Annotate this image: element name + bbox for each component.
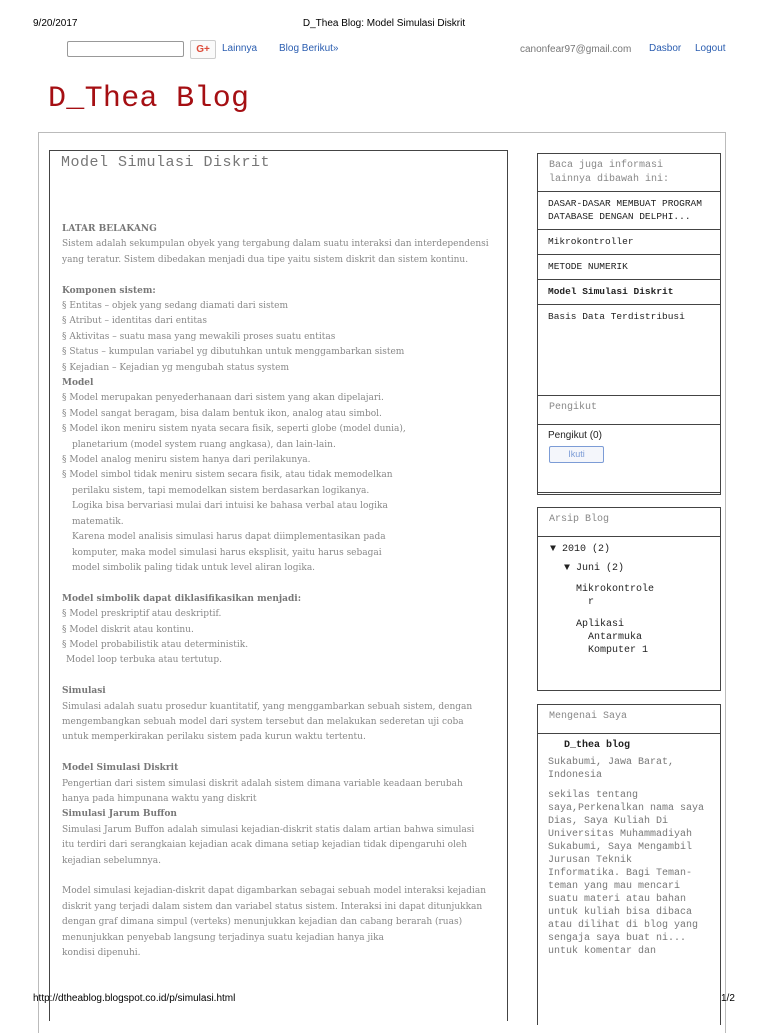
related-link[interactable]: METODE NUMERIK [538, 254, 720, 279]
about-me-widget [537, 704, 721, 1025]
followers-count: Pengikut (0) [548, 430, 602, 441]
components-heading: Komponen sistem: [62, 285, 156, 296]
classification-item: § Model diskrit atau kontinu. [62, 624, 194, 635]
logout-link[interactable]: Logout [695, 43, 726, 54]
event-line: menunjukkan penyebab langsung terjadinya suatu kejadian hanya jika [62, 932, 385, 943]
model-line: perilaku sistem, tapi memodelkan sistem berdasarkan logikanya. [72, 485, 370, 496]
buffon-heading: Simulasi Jarum Buffon [62, 809, 177, 820]
model-line: komputer, maka model simulasi harus eksplisit, yaitu harus sebagai [72, 547, 382, 558]
component-item: § Entitas – objek yang sedang diamati dari sistem [62, 301, 289, 312]
background-text: yang teratur. Sistem dibedakan menjadi dua tipe yaitu sistem diskrit dan sistem kontinu. [62, 254, 469, 265]
print-date: 9/20/2017 [33, 18, 78, 29]
model-heading: Model [62, 378, 94, 389]
related-link[interactable]: Basis Data Terdistribusi [538, 304, 720, 329]
simulation-line: untuk memperkirakan perilaku sistem pada kurun waktu tertentu. [62, 732, 366, 743]
discrete-heading: Model Simulasi Diskrit [62, 763, 179, 774]
simulation-line: Simulasi adalah suatu prosedur kuantitatif, yang menggambarkan sebuah sistem, dengan [62, 701, 473, 712]
print-page-title: D_Thea Blog: Model Simulasi Diskrit [302, 18, 466, 29]
dashboard-link[interactable]: Dasbor [649, 43, 682, 54]
simulation-line: mengembangkan sebuah model dari system tersebut dan melakukan sederetan uji coba [62, 716, 464, 727]
event-line: Model simulasi kejadian-diskrit dapat digambarkan sebagai sebuah model interaksi kejadian [62, 886, 487, 897]
model-line: matematik. [72, 516, 124, 527]
profile-bio: sekilas tentang saya,Perkenalkan nama saya Dias, Saya Kuliah Di Universitas Muhammadiyah Sukabumi, Saya Mengambil Jurusan Teknik Informatika. Bagi Teman-teman yang mau mencari suatu materi atau bahan untuk kuliah bisa dibaca atau dilihat di blog yang sengaja saya buat ni... untuk komentar dan [548, 790, 705, 957]
discrete-line: Pengertian dari sistem simulasi diskrit adalah sistem dimana variable keadaan berubah [62, 778, 463, 789]
archive-year-toggle[interactable]: ▼ 2010 (2) [550, 544, 611, 555]
page-number: 1/2 [721, 993, 735, 1004]
model-line: planetarium (model system ruang angkasa), dan lain-lain. [72, 439, 336, 450]
background-text: Sistem adalah sekumpulan obyek yang tergabung dalam suatu interaksi dan interdependensi [62, 239, 489, 250]
simulation-heading: Simulasi [62, 686, 106, 697]
related-widget-title: Baca juga informasi lainnya dibawah ini: [549, 160, 670, 185]
model-line: model simbolik paling tidak untuk level aliran logika. [72, 562, 316, 573]
archive-month-toggle[interactable]: ▼ Juni (2) [564, 563, 625, 574]
model-line: Logika bisa bervariasi mulai dari intuisi ke bahasa verbal atau logika [72, 501, 388, 512]
model-line: § Model ikon meniru sistem nyata secara fisik, seperti globe (model dunia), [62, 424, 406, 435]
buffon-line: itu terdiri dari serangkaian kejadian acak dimana setiap kejadian tidak dipengaruhi oleh [62, 840, 468, 851]
post-body [62, 222, 502, 961]
archive-post-link[interactable]: Mikrokontrole r [576, 584, 655, 608]
event-line: dengan graf dimana simpul (verteks) menunjukkan kejadian dan cabang berarah (ruas) [62, 917, 463, 928]
model-line: § Model merupakan penyederhanaan dari sistem yang akan dipelajari. [62, 393, 384, 404]
related-link-current[interactable]: Model Simulasi Diskrit [538, 279, 720, 304]
profile-name[interactable]: D_thea blog [564, 740, 631, 751]
model-line: § Model analog meniru sistem hanya dari perilakunya. [62, 455, 311, 466]
component-item: § Kejadian – Kejadian yg mengubah status system [62, 362, 289, 373]
model-line: Karena model analisis simulasi harus dapat diimplementasikan pada [72, 532, 386, 543]
blog-title[interactable]: D_Thea Blog [48, 82, 250, 116]
post-title: Model Simulasi Diskrit [61, 154, 271, 171]
followers-title: Pengikut [538, 396, 720, 425]
buffon-line: kejadian sebelumnya. [62, 855, 161, 866]
classification-item: Model loop terbuka atau tertutup. [66, 655, 222, 666]
component-item: § Atribut – identitas dari entitas [62, 316, 208, 327]
model-line: § Model simbol tidak meniru sistem secara fisik, atau tidak memodelkan [62, 470, 393, 481]
event-line: kondisi dipenuhi. [62, 948, 141, 959]
classification-item: § Model probabilistik atau deterministik. [62, 639, 249, 650]
blogger-navbar [0, 38, 768, 62]
classification-heading: Model simbolik dapat diklasifikasikan menjadi: [62, 593, 302, 604]
blog-archive-widget [537, 507, 721, 691]
followers-widget [537, 395, 721, 493]
about-title: Mengenai Saya [538, 705, 720, 734]
archive-post-link[interactable]: Aplikasi Antarmuka Komputer 1 [576, 619, 649, 656]
related-link[interactable]: DASAR-DASAR MEMBUAT PROGRAM DATABASE DENGAN DELPHI... [538, 191, 720, 229]
component-item: § Status – kumpulan variabel yg dibutuhkan untuk menggambarkan sistem [62, 347, 405, 358]
background-heading: LATAR BELAKANG [62, 224, 157, 234]
more-link[interactable]: Lainnya [222, 43, 258, 54]
model-line: § Model sangat beragam, bisa dalam bentuk ikon, analog atau simbol. [62, 408, 382, 419]
user-email: canonfear97@gmail.com [520, 44, 632, 55]
follow-button[interactable]: Ikuti [549, 446, 604, 463]
component-item: § Aktivitas – suatu masa yang mewakili proses suatu entitas [62, 331, 336, 342]
profile-location: Sukabumi, Jawa Barat, Indonesia [548, 757, 675, 781]
next-blog-link[interactable]: Blog Berikut» [279, 43, 339, 54]
classification-item: § Model preskriptif atau deskriptif. [62, 609, 222, 620]
google-plus-button[interactable]: G+ [190, 40, 216, 59]
archive-title: Arsip Blog [538, 508, 720, 537]
buffon-line: Simulasi Jarum Buffon adalah simulasi kejadian-diskrit statis dalam artian bahwa simulasi [62, 824, 475, 835]
discrete-line: hanya pada himpunana waktu yang diskrit [62, 793, 257, 804]
event-line: diskrit yang terjadi dalam sistem dan variabel status sistem. Interaksi ini dapat ditunjukkan [62, 901, 483, 912]
related-link[interactable]: Mikrokontroller [538, 229, 720, 254]
navbar-search-input[interactable] [67, 41, 184, 57]
page-url: http://dtheablog.blogspot.co.id/p/simulasi.html [33, 993, 236, 1004]
print-header [0, 0, 768, 32]
